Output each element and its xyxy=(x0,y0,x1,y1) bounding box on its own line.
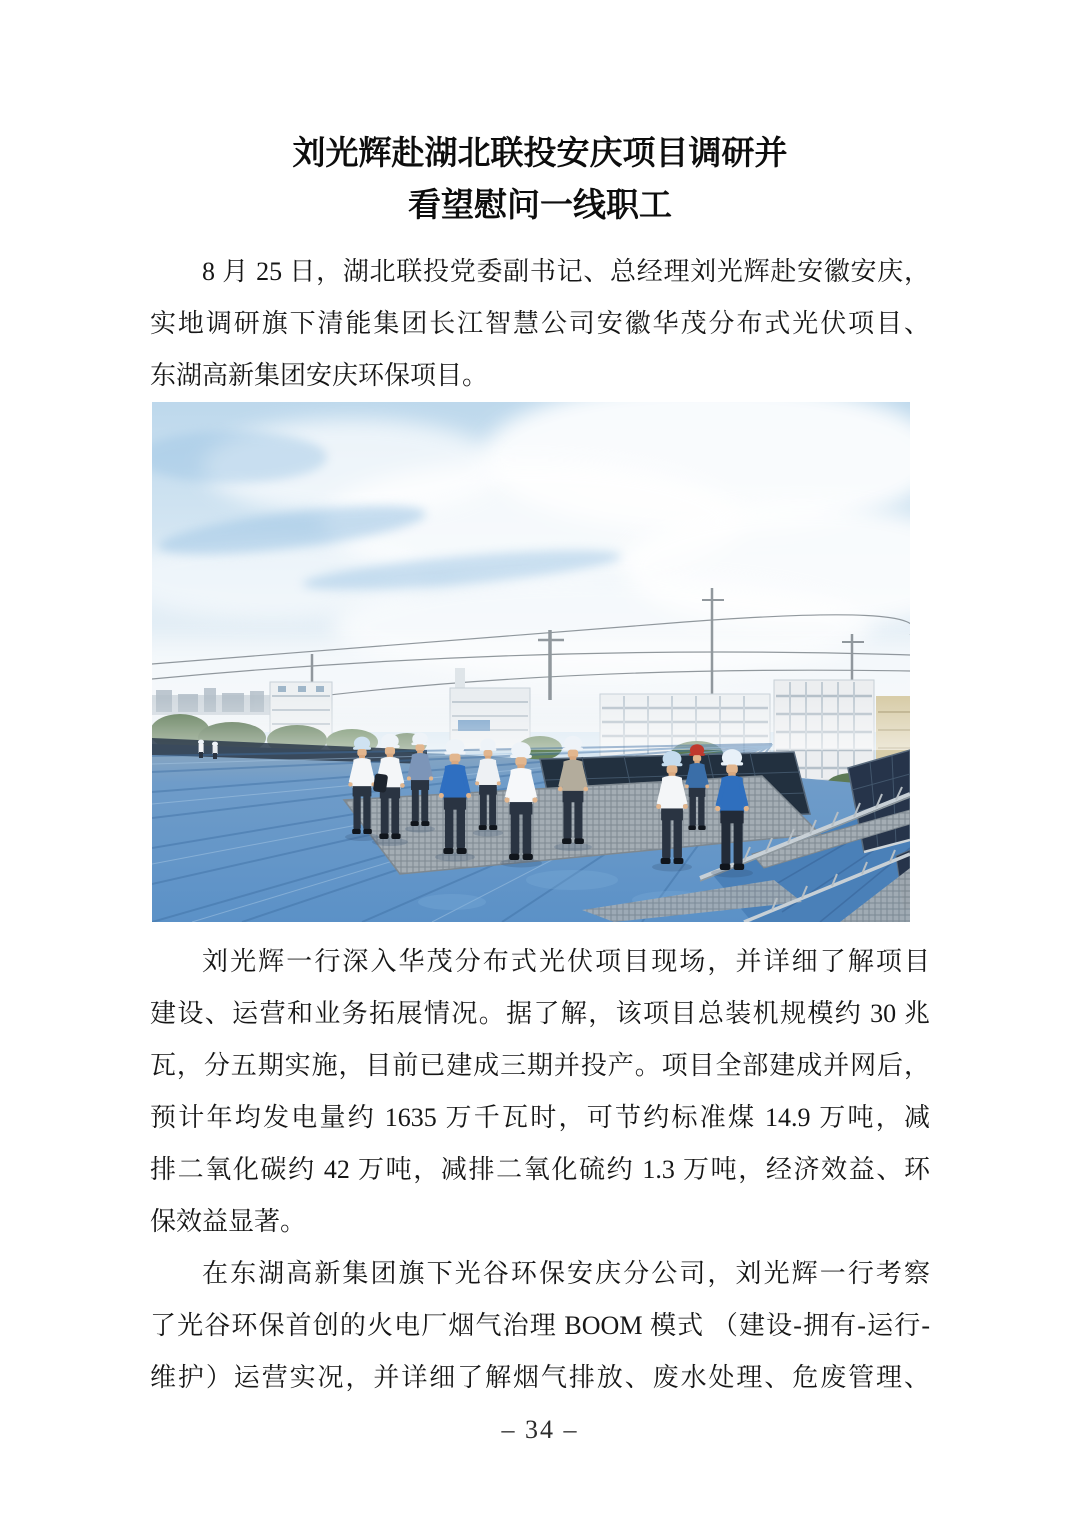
text-line: 保效益显著。 xyxy=(150,1207,307,1236)
text-line: 在东湖高新集团旗下光谷环保安庆分公司，刘光辉一行考察 xyxy=(202,1259,930,1288)
title-line-2: 看望慰问一线职工 xyxy=(408,188,672,224)
paragraph xyxy=(150,1248,930,1404)
text-line: 预计年均发电量约 1635 万千瓦时，可节约标准煤 14.9 万吨，减 xyxy=(150,1103,930,1132)
text-line: 东湖高新集团安庆环保项目。 xyxy=(150,361,489,390)
site-photo-illustration xyxy=(152,402,910,922)
text-line: 8 月 25 日，湖北联投党委副书记、总经理刘光辉赴安徽安庆， xyxy=(202,257,930,286)
paragraph xyxy=(150,246,930,402)
paragraph xyxy=(150,936,930,1248)
article-title xyxy=(150,128,930,232)
text-line: 了光谷环保首创的火电厂烟气治理 BOOM 模式 （建设-拥有-运行- xyxy=(150,1311,930,1340)
horizon-haze xyxy=(152,698,910,750)
text-line: 瓦，分五期实施，目前已建成三期并投产。项目全部建成并网后， xyxy=(150,1051,930,1080)
page-number: – 34 – xyxy=(501,1415,579,1444)
title-line-1: 刘光辉赴湖北联投安庆项目调研并 xyxy=(292,136,788,172)
site-photo xyxy=(152,402,910,922)
shoulder-bag xyxy=(373,773,388,793)
text-line: 维护）运营实况，并详细了解烟气排放、废水处理、危废管理、 xyxy=(150,1363,930,1392)
article-body-top xyxy=(150,246,930,402)
text-line: 排二氧化碳约 42 万吨，减排二氧化硫约 1.3 万吨，经济效益、环 xyxy=(150,1155,930,1184)
text-line: 实地调研旗下清能集团长江智慧公司安徽华茂分布式光伏项目、 xyxy=(150,309,930,338)
text-line: 刘光辉一行深入华茂分布式光伏项目现场，并详细了解项目 xyxy=(202,947,930,976)
text-line: 建设、运营和业务拓展情况。据了解，该项目总装机规模约 30 兆 xyxy=(150,999,930,1028)
article-body xyxy=(150,936,930,1404)
